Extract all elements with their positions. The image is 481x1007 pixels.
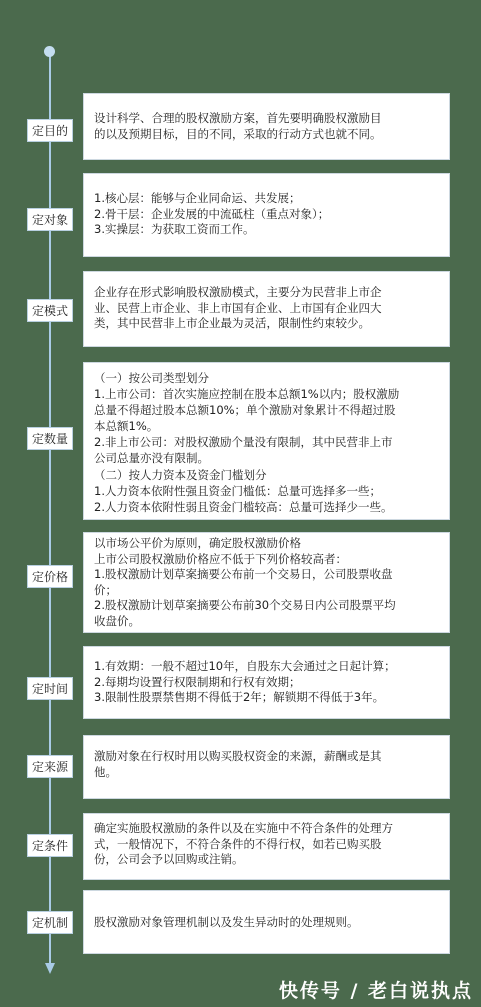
card-line: 本总额1%。 [94, 419, 159, 434]
step-card-quantity [83, 362, 450, 520]
step-card-mechanism [83, 890, 450, 954]
card-line: 类，其中民营非上市企业最为灵活，限制性约束较少。 [94, 316, 370, 330]
step-label-conditions: 定条件 [27, 834, 73, 857]
card-line: 公司总量亦没有限制。 [94, 451, 209, 466]
card-line: （二）按人力资本及资金门槛划分 [94, 467, 267, 482]
step-card-conditions [83, 813, 450, 880]
card-line: 2.股权激励计划草案摘要公布前30个交易日内公司股票平均 [94, 598, 396, 612]
card-line: 3.实操层：为获取工资而工作。 [94, 222, 255, 236]
card-line: 业、民营上市企业、非上市国有企业、上市国有企业四大 [94, 300, 382, 315]
step-label-time: 定时间 [27, 677, 73, 700]
card-line: 确定实施股权激励的条件以及在实施中不符合条件的处理方 [94, 821, 393, 835]
card-line: 2.每期均设置行权限制期和行权有效期； [94, 674, 301, 689]
card-line: 式，一般情况下，不符合条件的不得行权，如若已购买股 [94, 836, 382, 851]
card-line: 他。 [94, 764, 117, 779]
card-line: 设计科学、合理的股权激励方案，首先要明确股权激励目 [94, 111, 382, 125]
card-line: 2.骨干层：企业发展的中流砥柱（重点对象）； [94, 206, 330, 221]
card-line: 收盘价。 [94, 613, 140, 628]
card-line: 1.有效期：一般不超过10年，自股东大会通过之日起计算； [94, 659, 396, 673]
step-label-target: 定对象 [27, 208, 73, 231]
card-line: 1.股权激励计划草案摘要公布前一个交易日，公司股票收盘 [94, 567, 393, 581]
watermark: 快传号 / 老白说执点 [278, 980, 473, 1002]
card-line: 股权激励对象管理机制以及发生异动时的处理规则。 [94, 915, 359, 929]
card-line: 企业存在形式影响股权激励模式，主要分为民营非上市企 [94, 285, 382, 299]
card-line: 价； [94, 582, 117, 597]
step-label-quantity: 定数量 [27, 427, 73, 450]
step-card-purpose [83, 93, 450, 160]
card-line: 3.限制性股票禁售期不得低于2年；解锁期不得低于3年。 [94, 690, 385, 704]
card-line: 激励对象在行权时用以购买股权资金的来源，薪酬或是其 [94, 749, 382, 763]
step-label-mode: 定模式 [27, 299, 73, 322]
card-line: 总量不得超过股本总额10%；单个激励对象累计不得超过股 [94, 403, 396, 418]
timeline-start-dot [44, 46, 55, 57]
step-label-mechanism: 定机制 [27, 911, 73, 934]
step-card-target [83, 173, 450, 257]
timeline-line [49, 52, 51, 964]
card-line: 1.人力资本依附性强且资金门槛低：总量可选择多一些； [94, 483, 381, 498]
step-label-source: 定来源 [27, 755, 73, 778]
step-label-purpose: 定目的 [27, 119, 73, 142]
step-card-mode [83, 271, 450, 347]
card-line: 的以及预期目标，目的不同，采取的行动方式也就不同。 [94, 126, 382, 141]
card-line: 以市场公平价为原则，确定股权激励价格 [94, 536, 301, 550]
step-card-price [83, 532, 450, 633]
card-line: 上市公司股权激励价格应不低于下列价格较高者： [94, 551, 347, 566]
card-line: 1.上市公司：首次实施应控制在股本总额1%以内；股权激励 [94, 387, 400, 402]
timeline-arrow-icon [45, 963, 55, 974]
step-card-time [83, 646, 450, 719]
card-line: 2.人力资本依附性弱且资金门槛较高：总量可选择少一些。 [94, 499, 393, 514]
card-line: （一）按公司类型划分 [94, 371, 209, 385]
card-line: 份，公司会予以回购或注销。 [94, 852, 244, 866]
step-label-price: 定价格 [27, 565, 73, 588]
card-line: 2.非上市公司：对股权激励个量没有限制，其中民营非上市 [94, 435, 393, 450]
card-line: 1.核心层：能够与企业同命运、共发展； [94, 191, 301, 205]
step-card-source [83, 735, 450, 799]
